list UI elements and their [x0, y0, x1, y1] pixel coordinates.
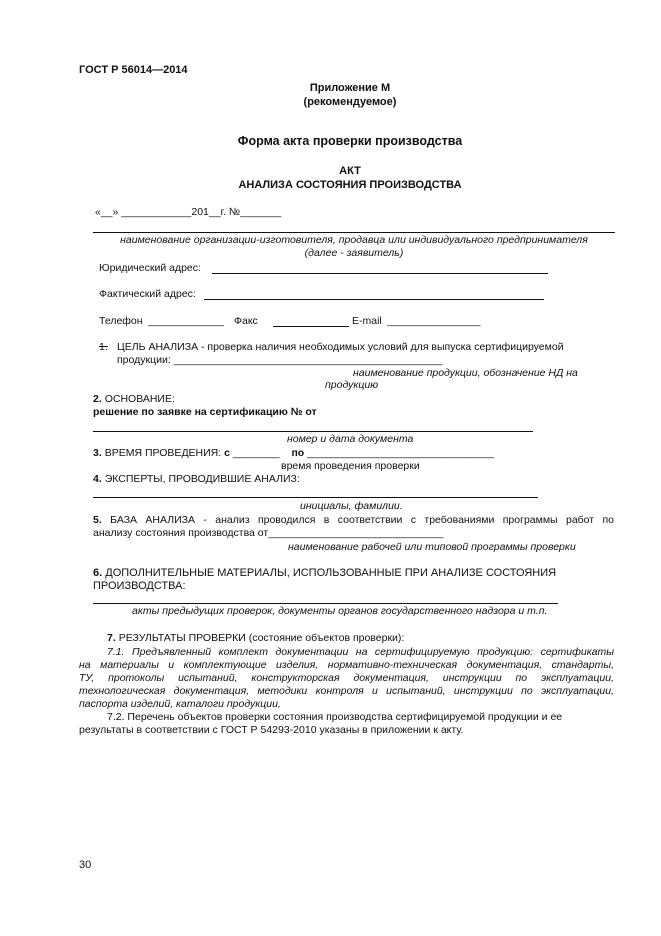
section-2-title: ОСНОВАНИЕ:	[104, 393, 175, 405]
section-2-caption: номер и дата документа	[287, 433, 414, 445]
section-6-line-1-text: ДОПОЛНИТЕЛЬНЫЕ МАТЕРИАЛЫ, ИСПОЛЬЗОВАННЫЕ ПРИ АНАЛИЗЕ СОСТОЯНИЯ	[105, 567, 557, 579]
section-5-line-2: анализу состояния производства от______________________________	[93, 527, 444, 539]
section-6-line	[93, 603, 558, 604]
section-3-to-label: по	[291, 447, 305, 459]
section-7-1-line-1: 7.1. Предъявленный комплект документации на сертифицируемую продукцию: сертификаты	[107, 646, 614, 658]
section-3-from-blank: ________	[232, 447, 280, 459]
section-7-2-line-1: 7.2. Перечень объектов проверки состояния производства сертифицируемой продукции и ее	[107, 711, 563, 723]
section-7-1-line-3: ТУ, протоколы испытаний, конструкторская документация, инструкции по эксплуатации,	[79, 672, 614, 684]
applicant-caption-1: наименование организации-изготовителя, продавца или индивидуального предпринимателя	[120, 234, 588, 246]
section-6-line-1	[93, 567, 556, 580]
section-3-line	[93, 447, 494, 460]
act-title: АКТ	[339, 165, 361, 177]
section-7-1-line-5: паспорта изделий, каталоги продукции,	[79, 698, 281, 710]
appendix-title: Приложение М	[309, 82, 391, 94]
actual-address-line	[204, 299, 544, 300]
section-7-1-line-2: на материалы и комплектующие изделия, нормативно-техническая документация, стандарты,	[79, 659, 614, 671]
section-7-title-note: (состояние объектов проверки):	[248, 632, 405, 644]
section-7-2-line-2: результаты в соответствии с ГОСТ Р 54293-2010 указаны в приложении к акту.	[79, 724, 464, 736]
phone-label: Телефон	[99, 315, 143, 327]
email-label: E-mail	[352, 315, 382, 327]
section-3-caption: время проведения проверки	[281, 460, 420, 472]
section-5-line-1	[93, 514, 614, 527]
section-5-caption: наименование рабочей или типовой программы проверки	[288, 541, 576, 553]
applicant-caption-2: (далее - заявитель)	[304, 247, 404, 259]
email-blank: ________________	[387, 315, 481, 327]
page-number: 30	[79, 859, 92, 871]
section-7-title: РЕЗУЛЬТАТЫ ПРОВЕРКИ	[118, 632, 246, 644]
section-4-caption: инициалы, фамилии.	[300, 500, 403, 512]
section-1-number: 1.	[99, 341, 108, 353]
section-4-number: 4.	[93, 473, 102, 485]
section-4-heading	[93, 473, 300, 486]
section-4-line	[93, 497, 538, 498]
section-4-title: ЭКСПЕРТЫ, ПРОВОДИВШИЕ АНАЛИЗ:	[104, 473, 300, 485]
section-5-number: 5.	[93, 514, 102, 526]
section-1-caption-1: наименование продукции, обозначение НД на	[353, 367, 578, 379]
section-2-line	[93, 431, 533, 432]
section-3-title: ВРЕМЯ ПРОВЕДЕНИЯ:	[104, 447, 222, 459]
section-6-caption: акты предыдущих проверок, документы органов государственного надзора и т.п.	[132, 605, 548, 617]
phone-blank: _____________	[148, 315, 224, 327]
actual-address-label: Фактический адрес:	[99, 288, 196, 300]
section-7-1-line-4: технологическая документация, методики контроля и испытаний, инструкции по эксплуатации,	[79, 685, 614, 697]
section-1-caption-2: продукцию	[325, 379, 379, 391]
section-6-line-2: ПРОИЗВОДСТВА:	[93, 580, 186, 592]
document-code: ГОСТ Р 56014—2014	[79, 64, 188, 76]
section-7-number: 7.	[107, 632, 116, 644]
section-3-from-label: с	[224, 447, 230, 459]
section-6-number: 6.	[93, 567, 103, 579]
fax-line	[273, 326, 349, 327]
form-title: Форма акта проверки производства	[237, 134, 463, 148]
section-2-heading	[93, 393, 175, 406]
section-1-line-2: продукции: ______________________________________________	[117, 354, 443, 366]
act-subtitle: АНАЛИЗА СОСТОЯНИЯ ПРОИЗВОДСТВА	[238, 179, 462, 191]
section-1-line-1: ЦЕЛЬ АНАЛИЗА - проверка наличия необходимых условий для выпуска сертифицируемой	[117, 341, 564, 353]
section-7-heading	[107, 632, 404, 645]
legal-address-line	[212, 273, 548, 274]
applicant-name-line	[93, 232, 615, 233]
appendix-kind: (рекомендуемое)	[303, 96, 397, 108]
section-3-number: 3.	[93, 447, 102, 459]
act-date-number-line: «__» ____________201__г. №_______	[95, 206, 282, 218]
section-3-to-blank: ________________________________	[307, 447, 494, 459]
legal-address-label: Юридический адрес:	[99, 262, 201, 274]
fax-label: Факс	[234, 315, 258, 327]
section-2-basis-text: решение по заявке на сертификацию № от	[93, 406, 317, 418]
section-5-line-1-text: БАЗА АНАЛИЗА - анализ проводился в соответствии с требованиями программы работ по	[110, 514, 614, 526]
section-2-number: 2.	[93, 393, 102, 405]
